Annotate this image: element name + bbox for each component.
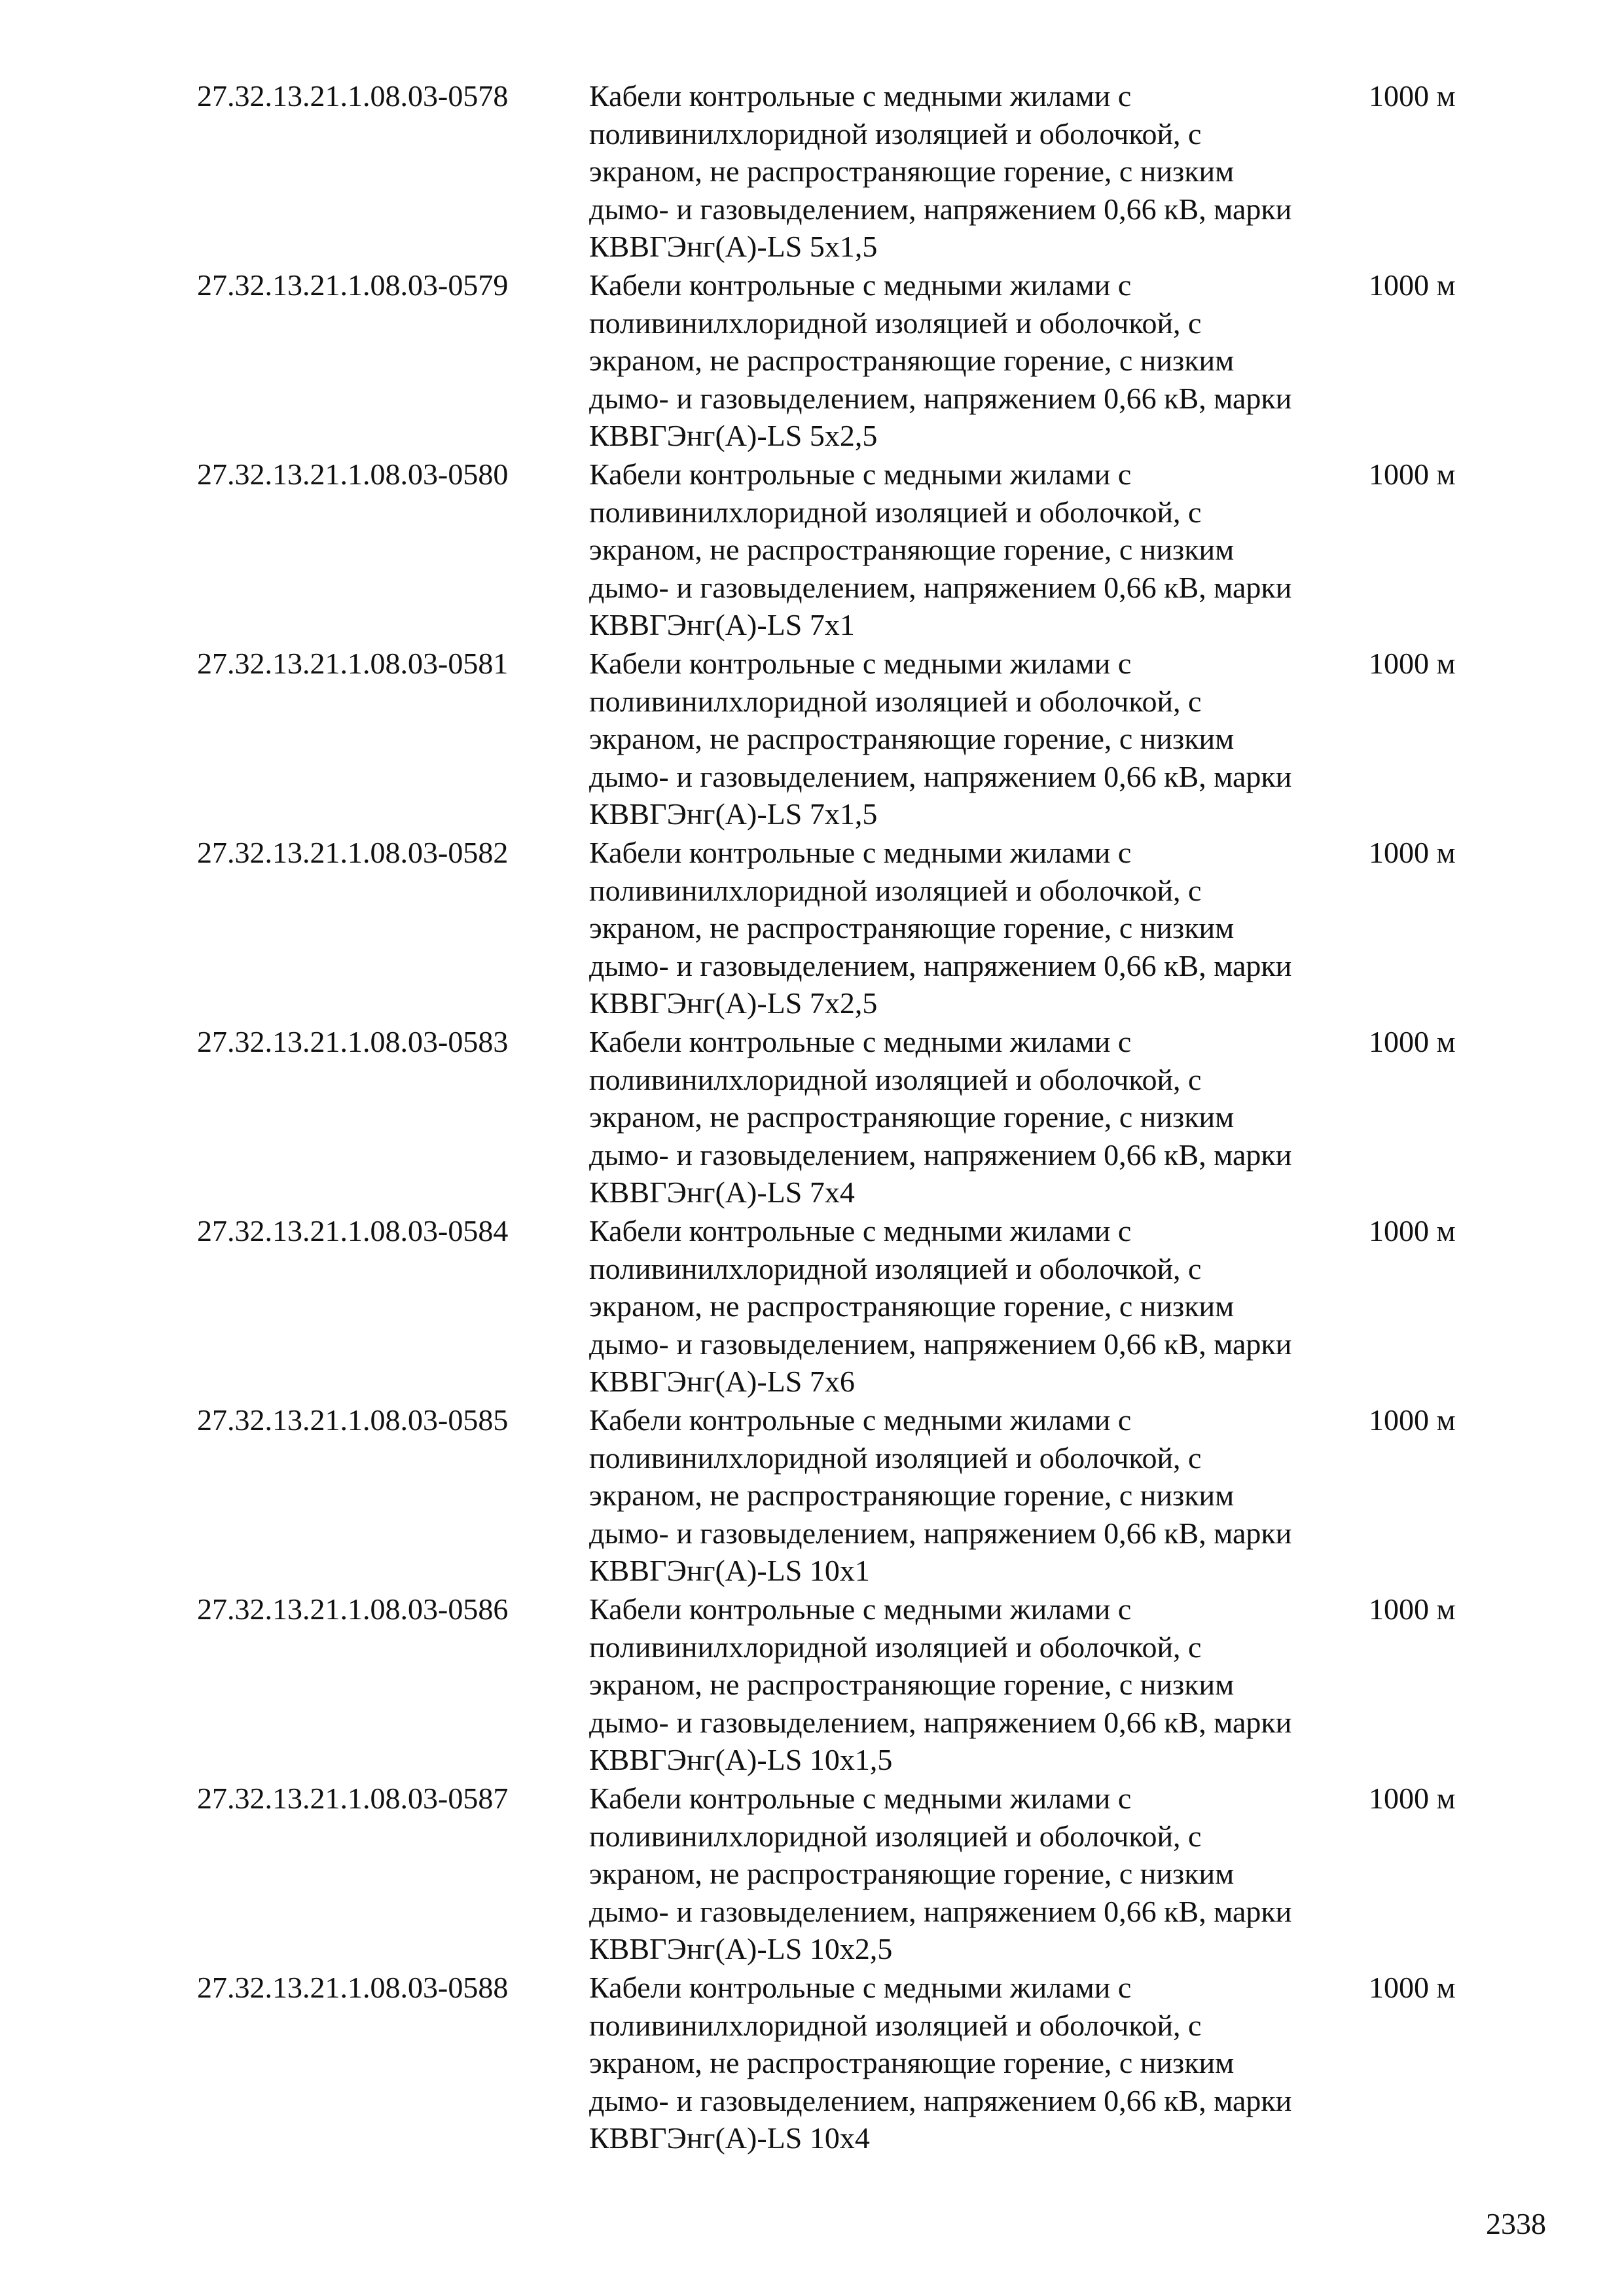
entry-unit: 1000 м bbox=[1369, 457, 1456, 491]
list-item bbox=[0, 456, 1624, 645]
description-line: поливинилхлоридной изоляцией и оболочкой, с bbox=[589, 1630, 1202, 1664]
description-line: дымо- и газовыделением, напряжением 0,66 кВ, марки bbox=[589, 381, 1292, 415]
description-line: экраном, не распространяющие горение, с низким bbox=[589, 1668, 1235, 1701]
list-item bbox=[0, 1023, 1624, 1212]
entry-description bbox=[589, 645, 1368, 833]
entry-code: 27.32.13.21.1.08.03-0587 bbox=[197, 1782, 509, 1815]
description-line: КВВГЭнг(А)-LS 7х4 bbox=[589, 1175, 855, 1209]
description-line: экраном, не распространяющие горение, с низким bbox=[589, 1100, 1235, 1134]
entry-description bbox=[589, 1590, 1368, 1779]
list-item bbox=[0, 1212, 1624, 1401]
description-line: экраном, не распространяющие горение, с низким bbox=[589, 911, 1235, 944]
description-line: дымо- и газовыделением, напряжением 0,66 кВ, марки bbox=[589, 2083, 1292, 2117]
description-line: КВВГЭнг(А)-LS 7х6 bbox=[589, 1365, 855, 1398]
entry-unit: 1000 м bbox=[1369, 1592, 1456, 1626]
description-line: экраном, не распространяющие горение, с низким bbox=[589, 2046, 1235, 2079]
description-line: Кабели контрольные с медными жилами с bbox=[589, 79, 1132, 113]
description-line: КВВГЭнг(А)-LS 5х1,5 bbox=[589, 230, 878, 263]
description-line: Кабели контрольные с медными жилами с bbox=[589, 268, 1132, 302]
entry-unit: 1000 м bbox=[1369, 79, 1456, 113]
description-line: экраном, не распространяющие горение, с низким bbox=[589, 1857, 1235, 1890]
description-line: поливинилхлоридной изоляцией и оболочкой, с bbox=[589, 2008, 1202, 2042]
entry-description bbox=[589, 77, 1368, 266]
description-line: поливинилхлоридной изоляцией и оболочкой, с bbox=[589, 117, 1202, 151]
description-line: дымо- и газовыделением, напряжением 0,66 кВ, марки bbox=[589, 1516, 1292, 1550]
description-line: дымо- и газовыделением, напряжением 0,66 кВ, марки bbox=[589, 1327, 1292, 1361]
entry-unit: 1000 м bbox=[1369, 268, 1456, 302]
description-line: дымо- и газовыделением, напряжением 0,66 кВ, марки bbox=[589, 1138, 1292, 1172]
description-line: Кабели контрольные с медными жилами с bbox=[589, 1214, 1132, 1247]
description-line: дымо- и газовыделением, напряжением 0,66 кВ, марки bbox=[589, 1894, 1292, 1928]
entry-description bbox=[589, 1023, 1368, 1211]
description-line: поливинилхлоридной изоляцией и оболочкой, с bbox=[589, 1062, 1202, 1096]
description-line: экраном, не распространяющие горение, с низким bbox=[589, 722, 1235, 755]
entry-code: 27.32.13.21.1.08.03-0584 bbox=[197, 1214, 509, 1247]
entry-code: 27.32.13.21.1.08.03-0585 bbox=[197, 1403, 509, 1437]
entries-list bbox=[0, 77, 1624, 2158]
entry-unit: 1000 м bbox=[1369, 1971, 1456, 2004]
description-line: КВВГЭнг(А)-LS 5х2,5 bbox=[589, 419, 878, 452]
description-line: Кабели контрольные с медными жилами с bbox=[589, 457, 1132, 491]
description-line: Кабели контрольные с медными жилами с bbox=[589, 1782, 1132, 1815]
description-line: КВВГЭнг(А)-LS 10х1 bbox=[589, 1554, 870, 1587]
entry-code: 27.32.13.21.1.08.03-0586 bbox=[197, 1592, 509, 1626]
description-line: Кабели контрольные с медными жилами с bbox=[589, 836, 1132, 869]
description-line: Кабели контрольные с медными жилами с bbox=[589, 1025, 1132, 1058]
list-item bbox=[0, 645, 1624, 834]
description-line: дымо- и газовыделением, напряжением 0,66 кВ, марки bbox=[589, 1705, 1292, 1739]
entry-unit: 1000 м bbox=[1369, 1025, 1456, 1058]
entry-description bbox=[589, 1969, 1368, 2157]
entry-code: 27.32.13.21.1.08.03-0583 bbox=[197, 1025, 509, 1058]
entry-code: 27.32.13.21.1.08.03-0580 bbox=[197, 457, 509, 491]
entry-code: 27.32.13.21.1.08.03-0581 bbox=[197, 647, 509, 680]
entry-description bbox=[589, 1212, 1368, 1401]
list-item bbox=[0, 1401, 1624, 1590]
description-line: Кабели контрольные с медными жилами с bbox=[589, 647, 1132, 680]
entry-code: 27.32.13.21.1.08.03-0582 bbox=[197, 836, 509, 869]
entry-description bbox=[589, 1401, 1368, 1590]
entry-code: 27.32.13.21.1.08.03-0579 bbox=[197, 268, 509, 302]
description-line: поливинилхлоридной изоляцией и оболочкой, с bbox=[589, 1441, 1202, 1475]
description-line: экраном, не распространяющие горение, с низким bbox=[589, 1289, 1235, 1323]
entry-description bbox=[589, 1780, 1368, 1968]
description-line: КВВГЭнг(А)-LS 10х1,5 bbox=[589, 1743, 893, 1776]
description-line: поливинилхлоридной изоляцией и оболочкой, с bbox=[589, 1819, 1202, 1853]
description-line: экраном, не распространяющие горение, с низким bbox=[589, 533, 1235, 566]
entry-description bbox=[589, 266, 1368, 455]
description-line: КВВГЭнг(А)-LS 10х2,5 bbox=[589, 1932, 893, 1965]
description-line: Кабели контрольные с медными жилами с bbox=[589, 1971, 1132, 2004]
description-line: дымо- и газовыделением, напряжением 0,66 кВ, марки bbox=[589, 192, 1292, 226]
description-line: поливинилхлоридной изоляцией и оболочкой, с bbox=[589, 684, 1202, 718]
entry-unit: 1000 м bbox=[1369, 1214, 1456, 1247]
list-item bbox=[0, 834, 1624, 1023]
description-line: КВВГЭнг(А)-LS 10х4 bbox=[589, 2121, 870, 2155]
description-line: экраном, не распространяющие горение, с низким bbox=[589, 1479, 1235, 1512]
description-line: КВВГЭнг(А)-LS 7х2,5 bbox=[589, 986, 878, 1020]
description-line: поливинилхлоридной изоляцией и оболочкой, с bbox=[589, 495, 1202, 529]
description-line: дымо- и газовыделением, напряжением 0,66 кВ, марки bbox=[589, 570, 1292, 604]
description-line: Кабели контрольные с медными жилами с bbox=[589, 1403, 1132, 1437]
entry-unit: 1000 м bbox=[1369, 1403, 1456, 1437]
list-item bbox=[0, 1780, 1624, 1969]
entry-description bbox=[589, 456, 1368, 644]
entry-unit: 1000 м bbox=[1369, 836, 1456, 869]
list-item bbox=[0, 77, 1624, 266]
description-line: дымо- и газовыделением, напряжением 0,66 кВ, марки bbox=[589, 948, 1292, 982]
entry-unit: 1000 м bbox=[1369, 647, 1456, 680]
description-line: экраном, не распространяющие горение, с низким bbox=[589, 344, 1235, 377]
description-line: поливинилхлоридной изоляцией и оболочкой, с bbox=[589, 1251, 1202, 1285]
entry-code: 27.32.13.21.1.08.03-0588 bbox=[197, 1971, 509, 2004]
description-line: дымо- и газовыделением, напряжением 0,66 кВ, марки bbox=[589, 759, 1292, 793]
entry-description bbox=[589, 834, 1368, 1022]
list-item bbox=[0, 266, 1624, 456]
page-number: 2338 bbox=[1486, 2207, 1546, 2240]
entry-code: 27.32.13.21.1.08.03-0578 bbox=[197, 79, 509, 113]
list-item bbox=[0, 1969, 1624, 2158]
entry-unit: 1000 м bbox=[1369, 1782, 1456, 1815]
description-line: экраном, не распространяющие горение, с низким bbox=[589, 154, 1235, 188]
description-line: КВВГЭнг(А)-LS 7х1 bbox=[589, 608, 855, 641]
list-item bbox=[0, 1590, 1624, 1780]
description-line: Кабели контрольные с медными жилами с bbox=[589, 1592, 1132, 1626]
description-line: поливинилхлоридной изоляцией и оболочкой, с bbox=[589, 306, 1202, 340]
description-line: КВВГЭнг(А)-LS 7х1,5 bbox=[589, 797, 878, 831]
description-line: поливинилхлоридной изоляцией и оболочкой, с bbox=[589, 873, 1202, 907]
